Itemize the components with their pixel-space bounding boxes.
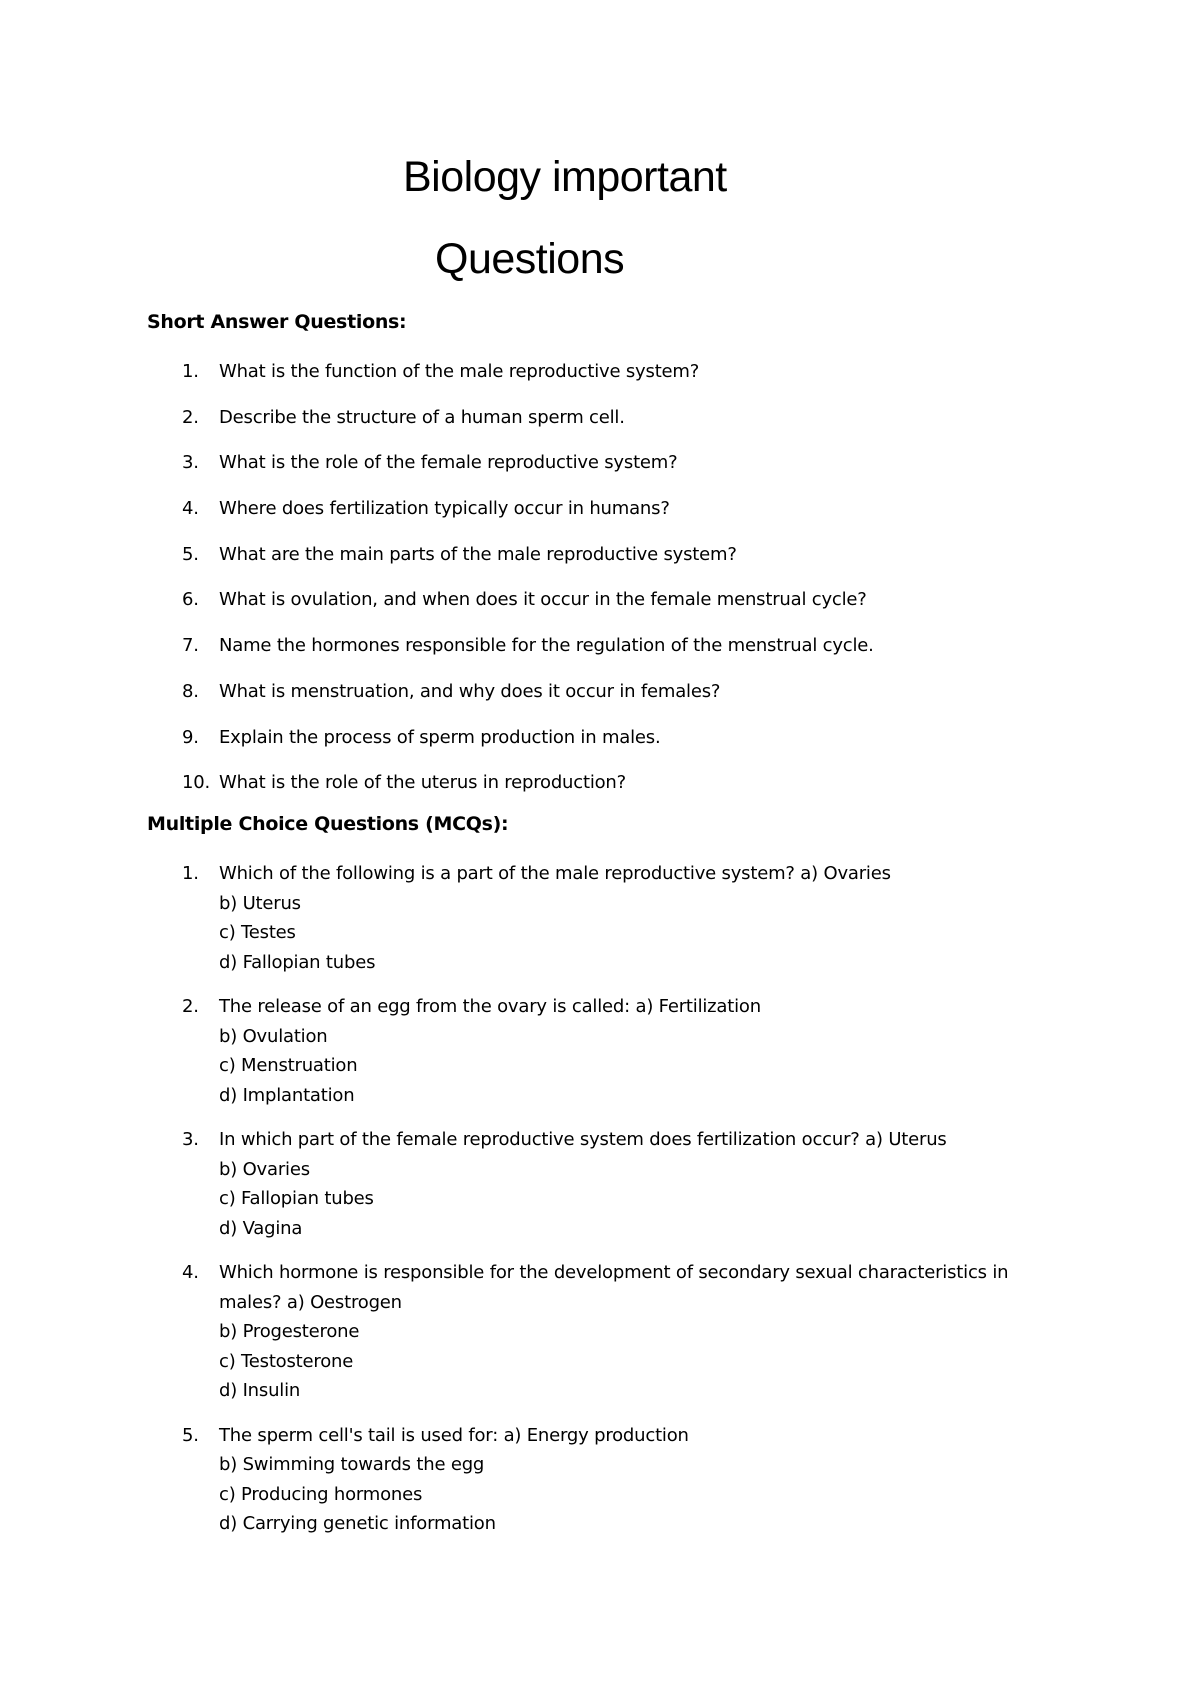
list-item <box>0 992 1200 1110</box>
question-number: 8. <box>182 680 199 702</box>
question-number: 2. <box>182 406 199 428</box>
question-number: 3. <box>182 1129 199 1150</box>
mcq-question-body <box>219 859 1039 977</box>
list-item <box>0 540 1200 586</box>
list-item <box>0 631 1200 677</box>
mcq-question-text: The release of an egg from the ovary is called: a) Fertilization <box>219 996 761 1017</box>
question-number: 4. <box>182 1262 199 1283</box>
question-text: What are the main parts of the male reproductive system? <box>219 543 737 565</box>
question-text: Explain the process of sperm production in males. <box>219 726 661 748</box>
mcq-question-body <box>219 1125 1039 1243</box>
mcq-option: b) Ovaries <box>219 1158 310 1180</box>
question-text: Where does fertilization typically occur in humans? <box>219 498 670 520</box>
question-text: Describe the structure of a human sperm cell. <box>219 406 625 428</box>
mcq-option: d) Fallopian tubes <box>219 951 376 973</box>
mcq-option: d) Vagina <box>219 1217 303 1239</box>
mcq-question-text: Which hormone is responsible for the development of secondary sexual characteristics in <box>219 1262 1009 1283</box>
list-item <box>0 357 1200 403</box>
list-item <box>0 448 1200 494</box>
page-title-line-2: Questions <box>435 235 625 283</box>
question-number: 9. <box>182 726 199 748</box>
question-number: 1. <box>182 863 199 884</box>
mcq-option: c) Testosterone <box>219 1350 354 1372</box>
mcq-option: d) Insulin <box>219 1380 301 1401</box>
question-number: 6. <box>182 589 199 611</box>
list-item <box>0 1258 1200 1406</box>
mcq-option: c) Testes <box>219 922 296 943</box>
mcq-question-text: Which of the following is a part of the male reproductive system? a) Ovaries <box>219 863 891 884</box>
list-item <box>0 723 1200 769</box>
list-item <box>0 585 1200 631</box>
page-title-line-1: Biology important <box>403 153 727 201</box>
mcq-option: d) Carrying genetic information <box>219 1513 496 1534</box>
question-number: 1. <box>182 361 199 382</box>
mcq-question-body <box>219 1258 1039 1406</box>
question-number: 3. <box>182 452 199 474</box>
mcq-option: c) Menstruation <box>219 1055 358 1076</box>
short-answer-list <box>0 357 1200 814</box>
list-item <box>0 859 1200 977</box>
question-text: What is the role of the uterus in reproduction? <box>219 772 626 794</box>
mcq-question-text: In which part of the female reproductive system does fertilization occur? a) Uterus <box>219 1129 947 1150</box>
question-number: 5. <box>182 1424 199 1446</box>
list-item <box>0 1421 1200 1539</box>
mcq-question-body <box>219 1421 1039 1539</box>
question-text: Name the hormones responsible for the regulation of the menstrual cycle. <box>219 635 874 657</box>
mcq-heading: Multiple Choice Questions (MCQs): <box>147 813 509 835</box>
question-number: 4. <box>182 498 199 520</box>
mcq-option: c) Fallopian tubes <box>219 1188 374 1209</box>
mcq-question-body <box>219 992 1039 1110</box>
mcq-option: b) Uterus <box>219 892 301 914</box>
mcq-option: c) Producing hormones <box>219 1483 423 1505</box>
mcq-question-text-continued: males? a) Oestrogen <box>219 1291 402 1313</box>
question-number: 5. <box>182 543 199 565</box>
list-item <box>0 1125 1200 1243</box>
question-number: 10. <box>182 772 211 794</box>
mcq-option: b) Ovulation <box>219 1025 328 1047</box>
question-text: What is ovulation, and when does it occur in the female menstrual cycle? <box>219 589 867 611</box>
list-item <box>0 768 1200 814</box>
list-item <box>0 403 1200 449</box>
question-number: 7. <box>182 635 199 657</box>
mcq-option: b) Progesterone <box>219 1321 360 1342</box>
short-answer-heading: Short Answer Questions: <box>147 311 407 333</box>
list-item <box>0 677 1200 723</box>
question-text: What is the function of the male reproductive system? <box>219 361 700 382</box>
question-number: 2. <box>182 996 199 1017</box>
mcq-list <box>0 859 1200 1554</box>
mcq-question-text: The sperm cell's tail is used for: a) Energy production <box>219 1424 689 1446</box>
mcq-option: d) Implantation <box>219 1084 355 1106</box>
mcq-option: b) Swimming towards the egg <box>219 1454 485 1475</box>
question-text: What is the role of the female reproductive system? <box>219 452 678 474</box>
question-text: What is menstruation, and why does it occur in females? <box>219 680 721 702</box>
list-item <box>0 494 1200 540</box>
